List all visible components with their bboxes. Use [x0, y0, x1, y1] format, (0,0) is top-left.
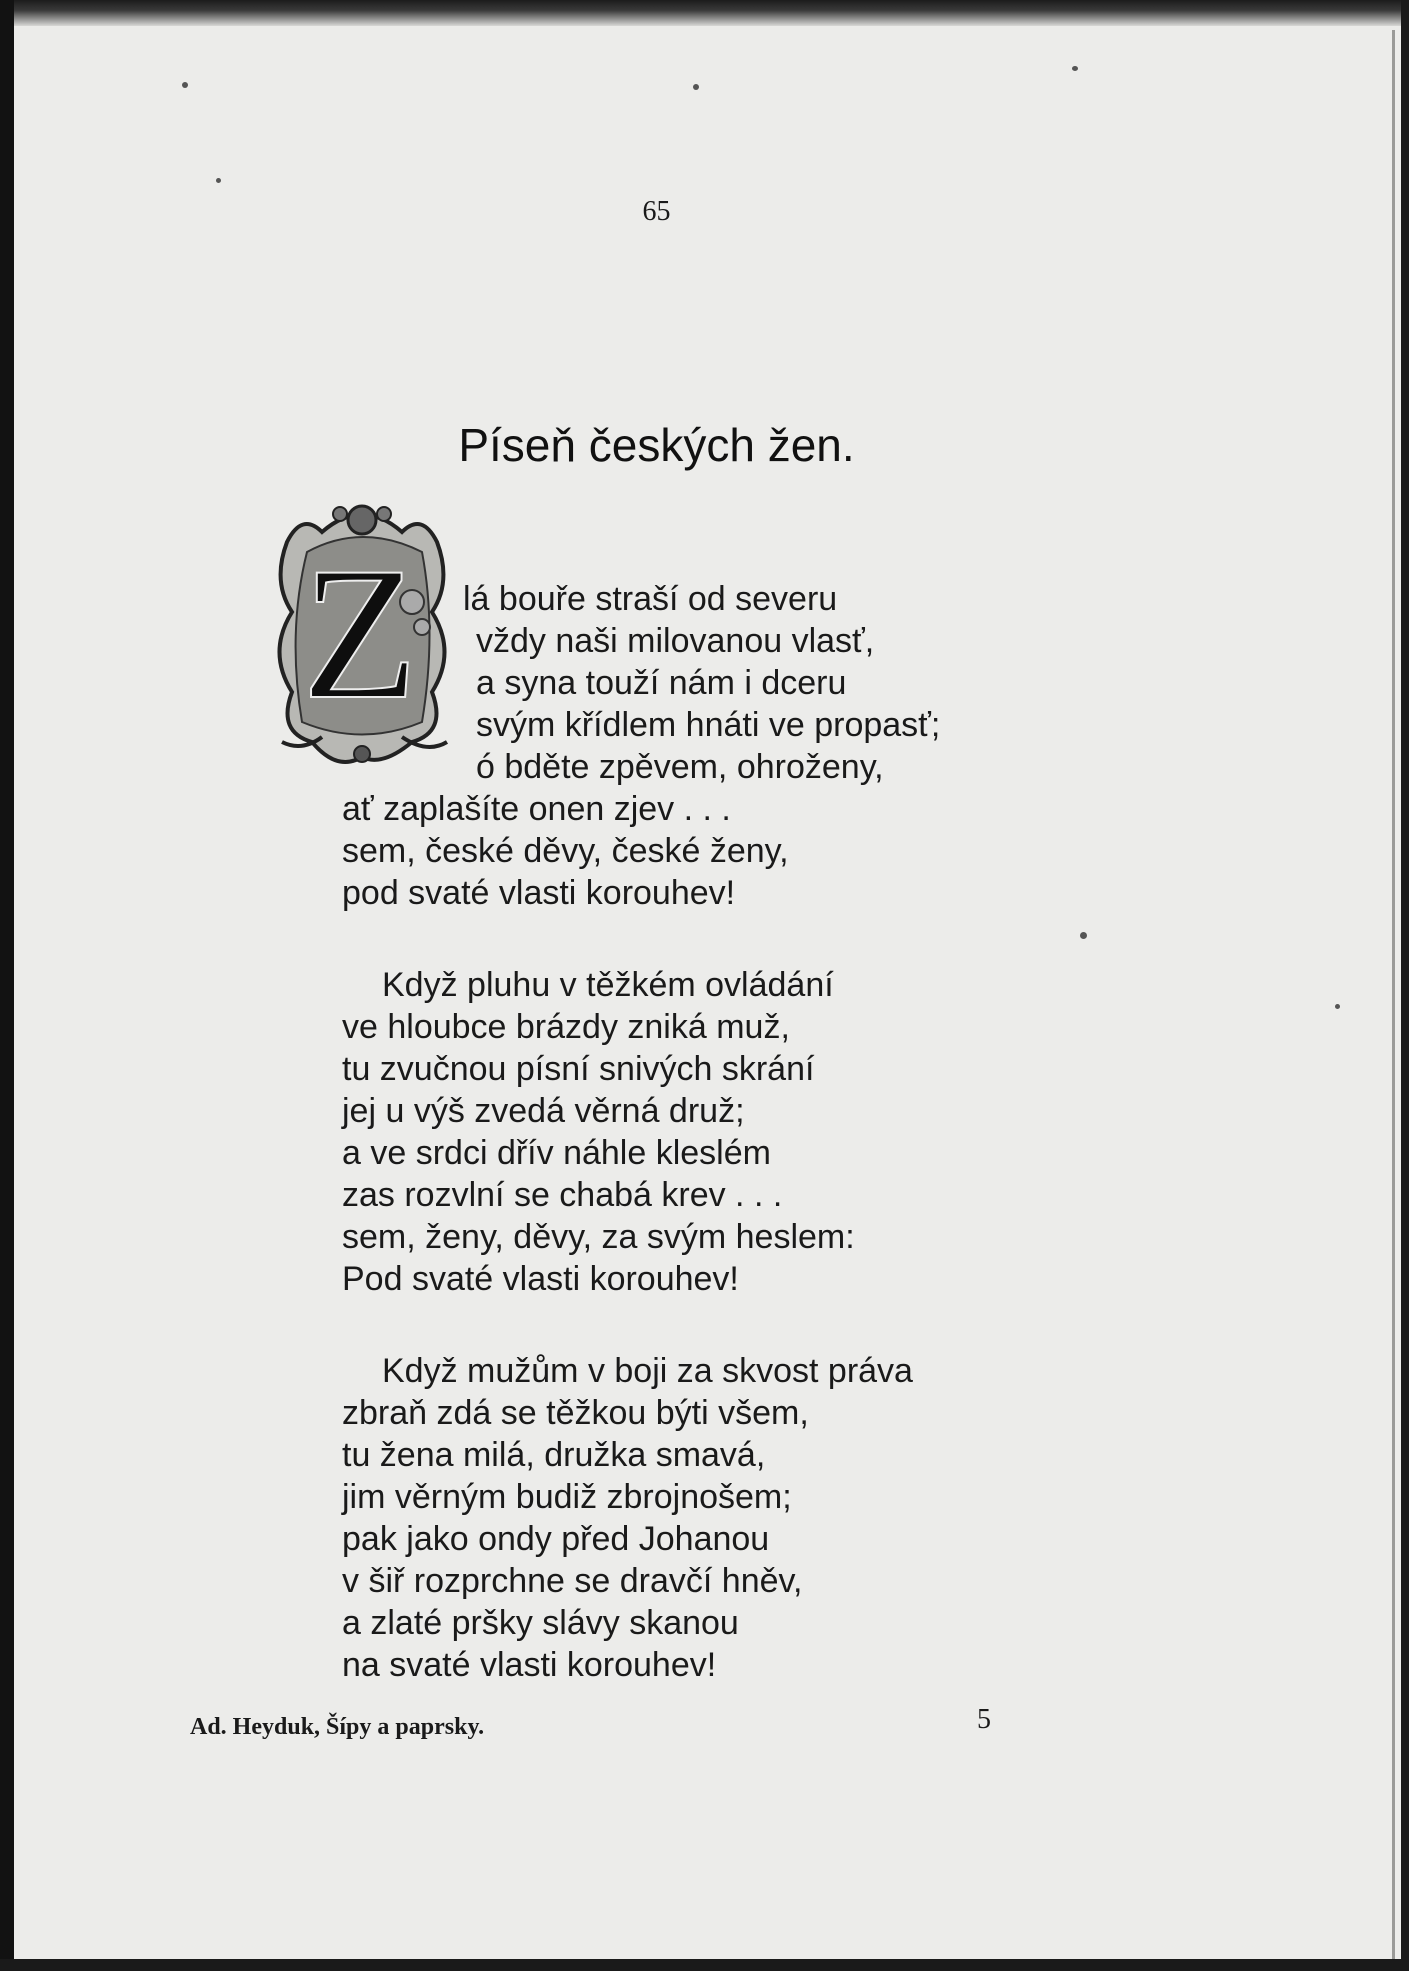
poem-line: Pod svaté vlasti korouhev!	[342, 1260, 739, 1298]
poem-line: pod svaté vlasti korouhev!	[342, 874, 736, 912]
drop-cap-letter: Z	[301, 529, 419, 739]
footer-source: Ad. Heyduk, Šípy a paprsky.	[190, 1714, 485, 1740]
poem-line: v šiř rozprchne se dravčí hněv,	[342, 1562, 803, 1600]
poem-line: svým křídlem hnáti ve propasť;	[476, 706, 941, 744]
page-number: 65	[642, 196, 671, 227]
dust-speck	[1080, 932, 1087, 939]
signature-mark: 5	[977, 1704, 991, 1735]
poem-line: ve hloubce brázdy zniká muž,	[342, 1008, 790, 1046]
dust-speck	[693, 84, 699, 90]
poem-line: na svaté vlasti korouhev!	[342, 1646, 717, 1684]
poem-line: a ve srdci dřív náhle kleslém	[342, 1134, 771, 1172]
poem-line: Když mužům v boji za skvost práva	[382, 1352, 913, 1390]
dust-speck	[216, 178, 221, 183]
poem-line: zbraň zdá se těžkou býti všem,	[342, 1394, 809, 1432]
scan-edge-left	[0, 0, 14, 1971]
drop-cap-ornament	[262, 492, 462, 770]
poem-line: jej u výš zvedá věrná druž;	[342, 1092, 745, 1130]
poem-line: ať zaplašíte onen zjev . . .	[342, 790, 731, 828]
dust-speck	[182, 82, 188, 88]
poem-line: jim věrným budiž zbrojnošem;	[342, 1478, 792, 1516]
poem-line: a zlaté pršky slávy skanou	[342, 1604, 739, 1642]
page-fold-shadow	[1392, 30, 1395, 1960]
poem-line: zas rozvlní se chabá krev . . .	[342, 1176, 783, 1214]
poem-line: tu zvučnou písní snivých skrání	[342, 1050, 815, 1088]
dust-speck	[1072, 66, 1078, 71]
scan-edge-bottom	[0, 1959, 1409, 1971]
poem-line: ó bděte zpěvem, ohroženy,	[476, 748, 884, 786]
scan-edge-right	[1401, 0, 1409, 1971]
scan-edge-top	[0, 0, 1409, 26]
poem-line: vždy naši milovanou vlasť,	[476, 622, 875, 660]
poem-line: pak jako ondy před Johanou	[342, 1520, 770, 1558]
poem-line: sem, ženy, děvy, za svým heslem:	[342, 1218, 855, 1256]
poem-title: Píseň českých žen.	[458, 419, 855, 471]
poem-line: Když pluhu v těžkém ovládání	[382, 966, 834, 1004]
dust-speck	[1335, 1004, 1340, 1009]
poem-line: sem, české děvy, české ženy,	[342, 832, 789, 870]
poem-line: a syna touží nám i dceru	[476, 664, 847, 702]
poem-line: tu žena milá, družka smavá,	[342, 1436, 766, 1474]
poem-line: lá bouře straší od severu	[463, 580, 838, 618]
